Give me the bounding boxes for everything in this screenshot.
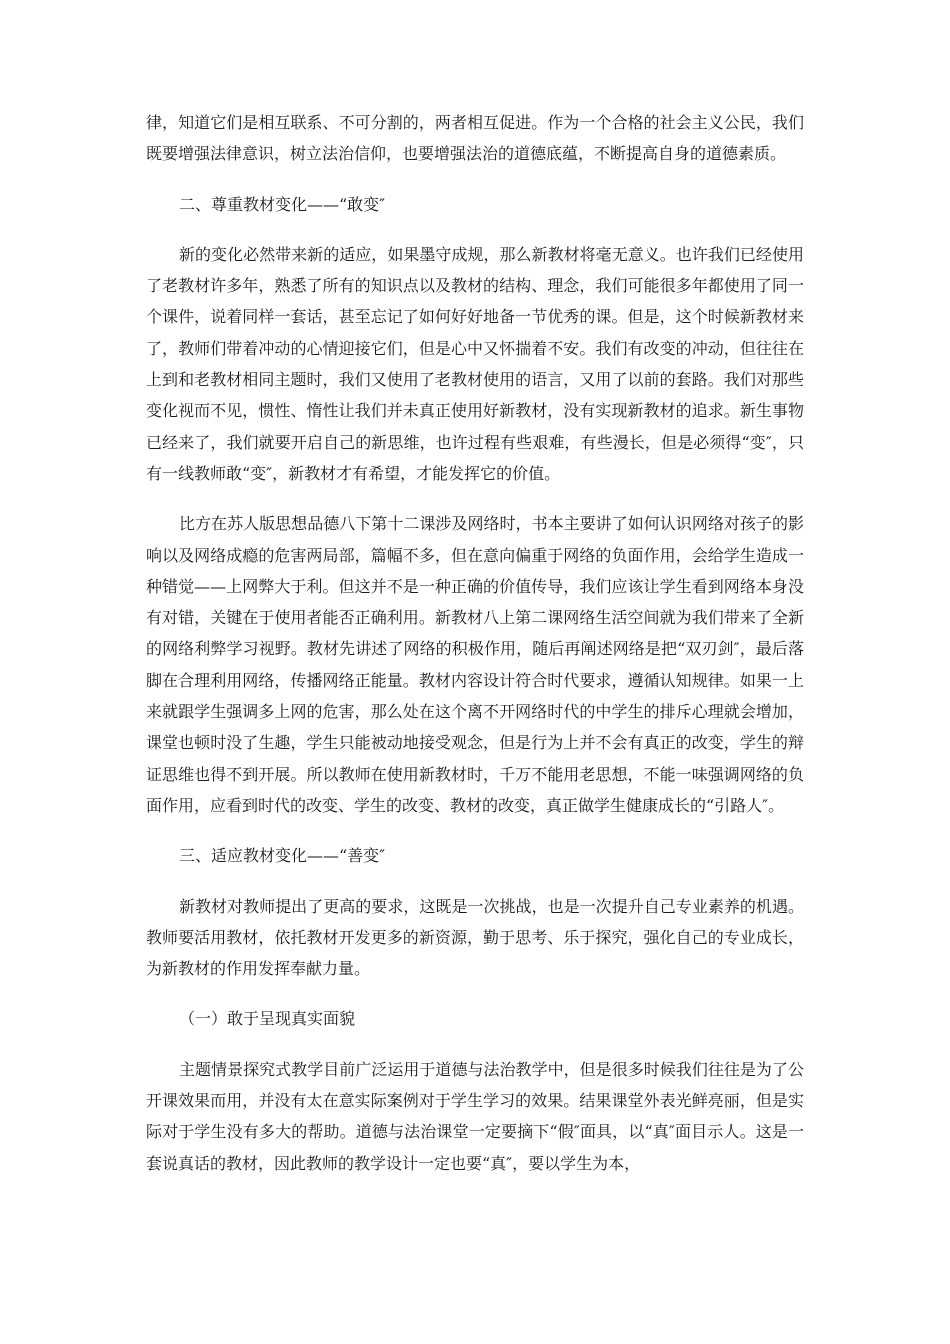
document-page <box>146 107 804 1198</box>
paragraph: 主题情景探究式教学目前广泛运用于道德与法治教学中，但是很多时候我们往往是为了公开课效果而用，并没有太在意实际案例对于学生学习的效果。结果课堂外表光鲜亮丽，但是实际对于学生没有多大的帮助。道德与法治课堂一定要摘下“假″面具，以“真″面目示人。这是一套说真话的教材，因此教师的教学设计一定也要“真″，要以学生为本， <box>146 1059 804 1173</box>
paragraph: 新的变化必然带来新的适应，如果墨守成规，那么新教材将毫无意义。也许我们已经使用了老教材许多年，熟悉了所有的知识点以及教材的结构、理念，我们可能很多年都使用了同一个课件，说着同样一套话，甚至忘记了如何好好地备一节优秀的课。但是，这个时候新教材来了，教师们带着冲动的心情迎接它们，但是心中又怀揣着不安。我们有改变的冲动，但往往在上到和老教材相同主题时，我们又使用了老教材使用的语言，又用了以前的套路。我们对那些变化视而不见，惯性、惰性让我们并未真正使用好新教材，没有实现新教材的追求。新生事物已经来了，我们就要开启自己的新思维，也许过程有些艰难，有些漫长，但是必须得“变″，只有一线教师敢“变″，新教材才有希望，才能发挥它的价值。 <box>146 244 804 483</box>
paragraph: 比方在苏人版思想品德八下第十二课涉及网络时，书本主要讲了如何认识网络对孩子的影响以及网络成瘾的危害两局部，篇幅不多，但在意向偏重于网络的负面作用，会给学生造成一种错觉——上网弊大于利。但这并不是一种正确的价值传导，我们应该让学生看到网络本身没有对错，关键在于使用者能否正确利用。新教材八上第二课网络生活空间就为我们带来了全新的网络利弊学习视野。教材先讲述了网络的积极作用，随后再阐述网络是把“双刃剑″，最后落脚在合理利用网络，传播网络正能量。教材内容设计符合时代要求，遵循认知规律。如果一上来就跟学生强调多上网的危害，那么处在这个离不开网络时代的中学生的排斥心理就会增加，课堂也顿时没了生趣，学生只能被动地接受观念，但是行为上并不会有真正的改变，学生的辩证思维也得不到开展。所以教师在使用新教材时，千万不能用老思想，不能一味强调网络的负面作用，应看到时代的改变、学生的改变、教材的改变，真正做学生健康成长的“引路人″。 <box>146 514 804 815</box>
paragraph-continuation: 律，知道它们是相互联系、不可分割的，两者相互促进。作为一个合格的社会主义公民，我们既要增强法律意识，树立法治信仰，也要增强法治的道德底蕴，不断提高自身的道德素质。 <box>146 113 804 164</box>
section-heading-3: 三、适应教材变化——“善变″ <box>179 846 386 866</box>
paragraph: 新教材对教师提出了更高的要求，这既是一次挑战，也是一次提升自己专业素养的机遇。教师要活用教材，依托教材开发更多的新资源，勤于思考、乐于探究，强化自己的专业成长，为新教材的作用发挥奉献力量。 <box>146 896 804 979</box>
subsection-heading-1: （一）敢于呈现真实面貌 <box>179 1009 356 1029</box>
section-heading-2: 二、尊重教材变化——“敢变″ <box>179 194 386 214</box>
